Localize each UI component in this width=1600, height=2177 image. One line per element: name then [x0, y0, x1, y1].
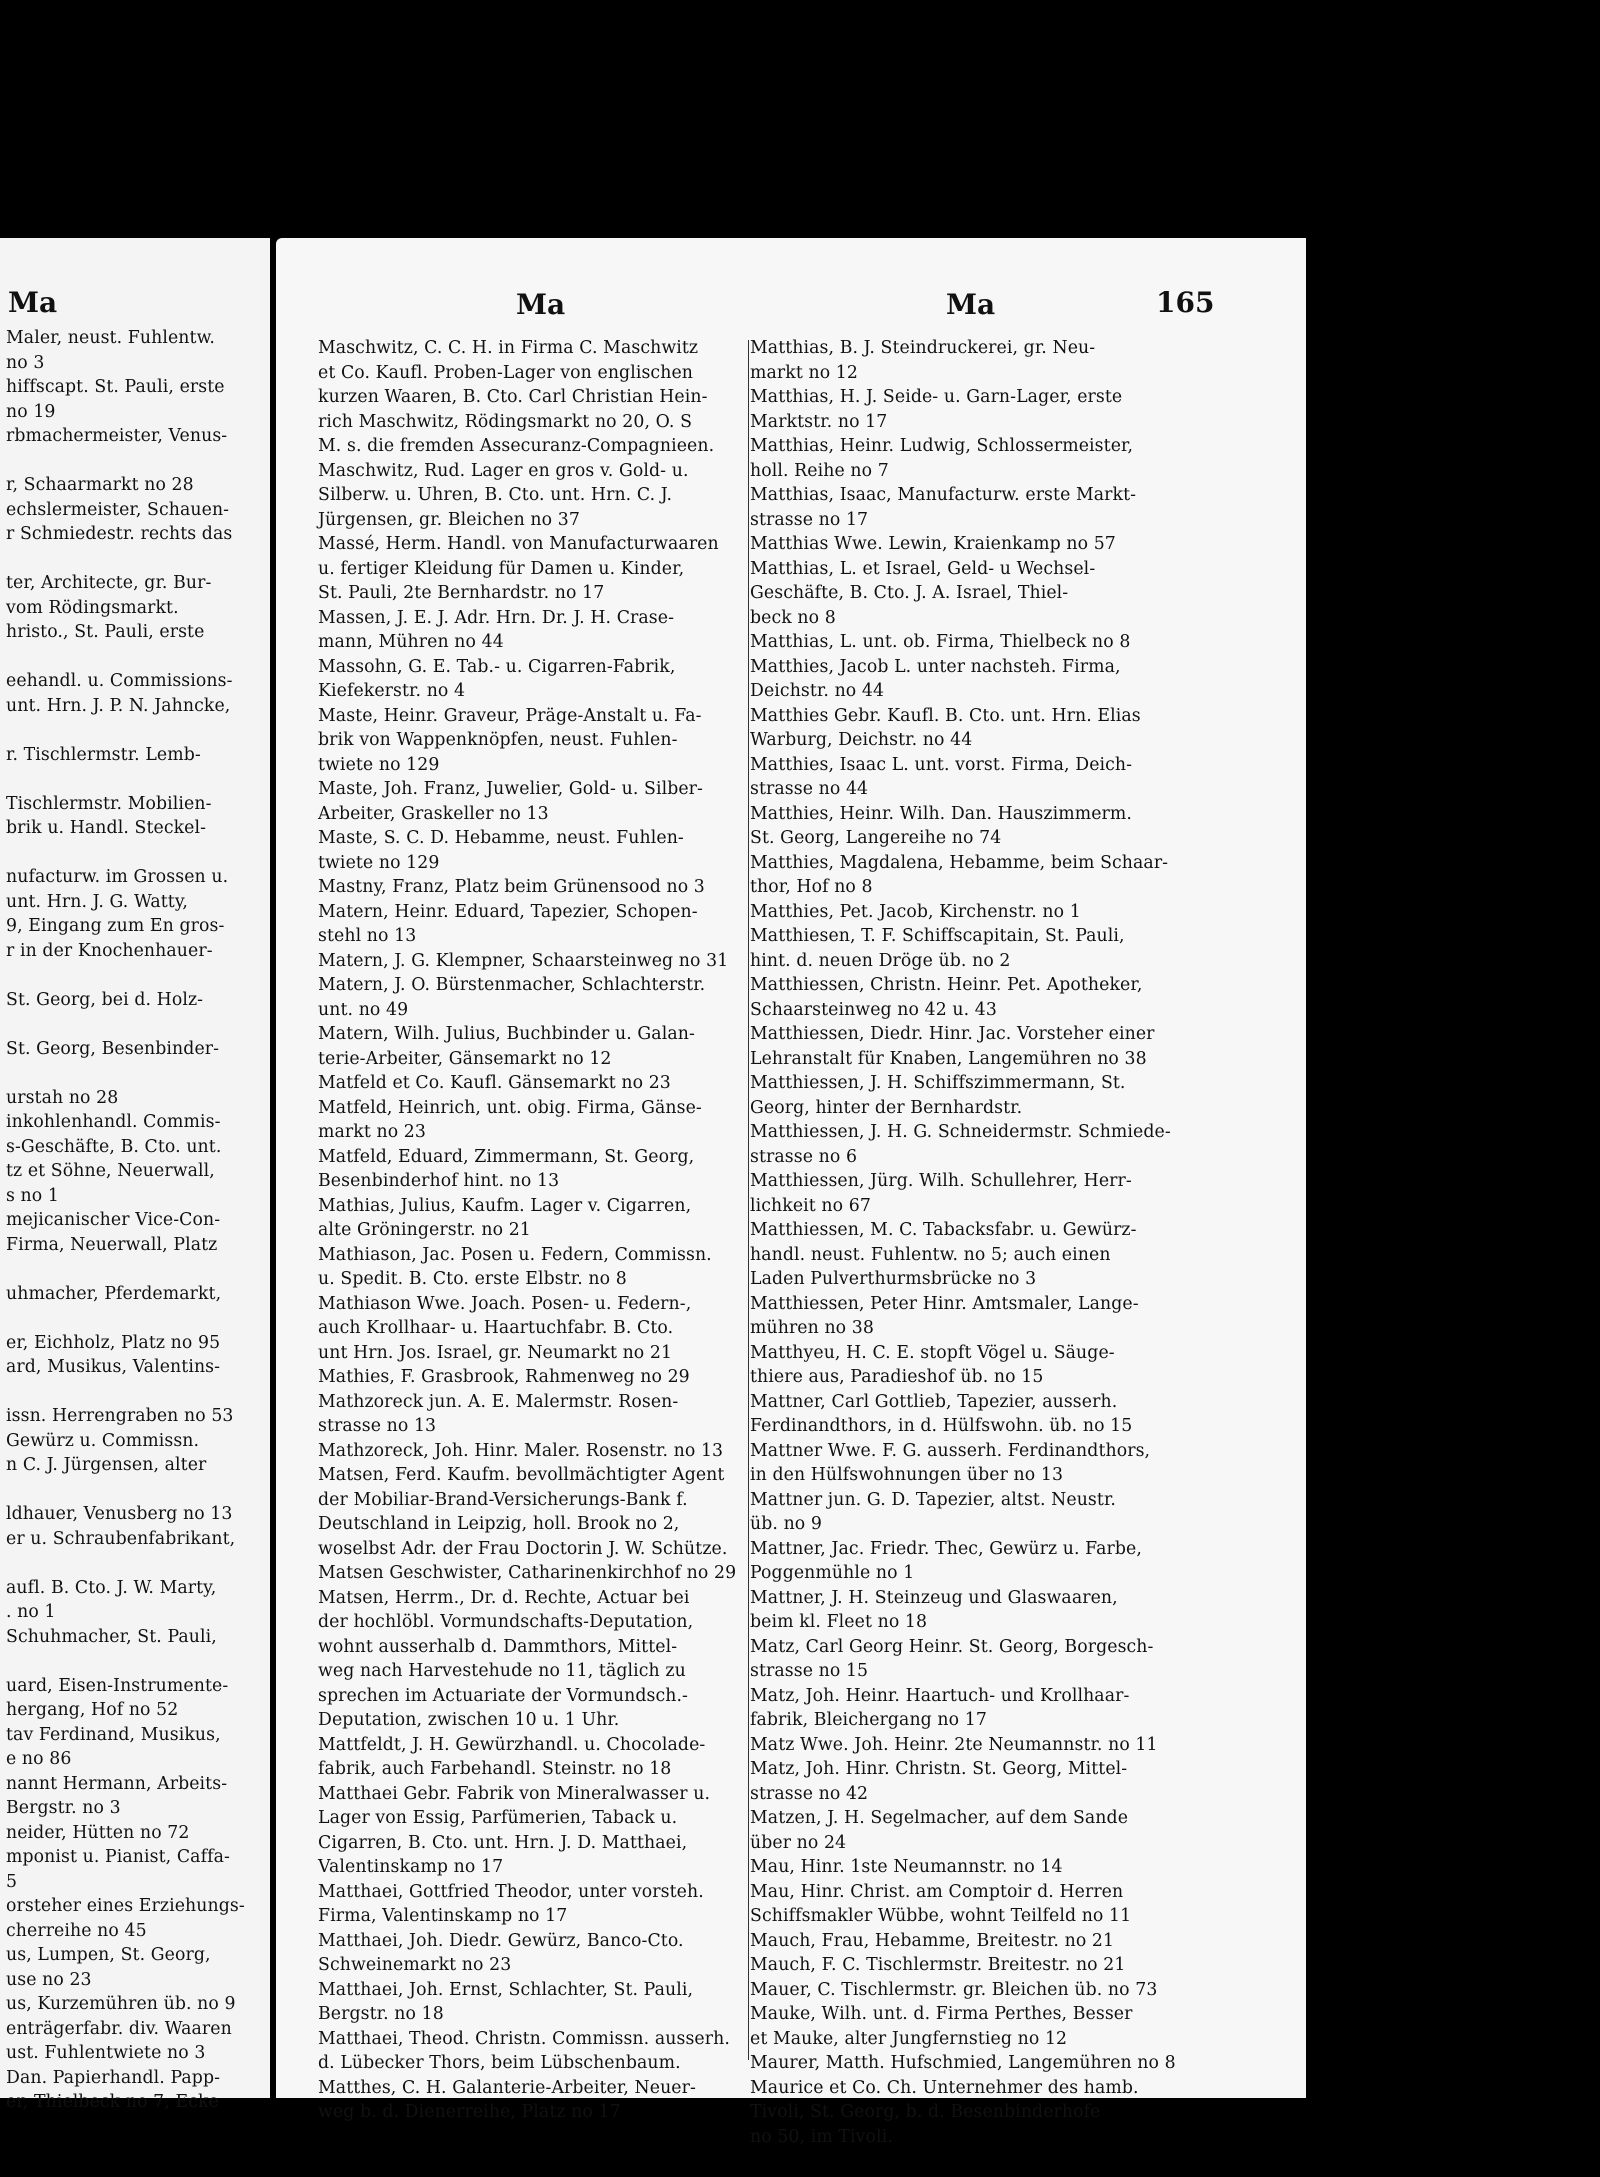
directory-entry-line: strasse no 17: [750, 509, 869, 530]
directory-entry-line: Mau, Hinr. Christ. am Comptoir d. Herren: [750, 1881, 1124, 1902]
directory-entry-line: Matthias, L. et Israel, Geld- u Wechsel-: [750, 558, 1096, 579]
directory-entry-line: Mauch, F. C. Tischlermstr. Breitestr. no 21: [750, 1955, 1126, 1975]
directory-entry-line: beck no 8: [750, 607, 836, 628]
directory-entry-line: [6, 449, 245, 474]
directory-entry-line: Firma, Valentinskamp no 17: [318, 1906, 568, 1926]
directory-entry-line: mühren no 38: [750, 1318, 874, 1338]
page-header-center: Ma: [946, 288, 996, 321]
directory-entry-line: Matthiesen, T. F. Schiffscapitain, St. Pauli,: [750, 926, 1125, 946]
directory-entry-line: s-Geschäfte, B. Cto. unt.: [6, 1136, 222, 1157]
directory-entry-line: ter, Architecte, gr. Bur-: [6, 573, 212, 593]
directory-entry-line: Mattner, Jac. Friedr. Thec, Gewürz u. Farbe,: [750, 1538, 1142, 1559]
directory-entry-line: mann, Mühren no 44: [318, 632, 504, 652]
directory-entry-line: twiete no 129: [318, 852, 440, 873]
directory-entry-line: Tivoli, St. Georg, b. d. Besenbinderhofe: [750, 2102, 1101, 2122]
directory-entry-line: . no 1: [6, 1602, 56, 1622]
directory-entry-line: 5: [6, 1871, 18, 1892]
directory-entry-line: hergang, Hof no 52: [6, 1700, 179, 1720]
directory-entry-line: Matthias, H. J. Seide- u. Garn-Lager, erste: [750, 387, 1123, 407]
directory-entry-line: echslermeister, Schauen-: [6, 499, 230, 520]
directory-entry-line: mejicanischer Vice-Con-: [6, 1210, 221, 1230]
directory-entry-line: markt no 23: [318, 1122, 426, 1142]
directory-entry-line: s no 1: [6, 1185, 59, 1206]
directory-entry-line: brik von Wappenknöpfen, neust. Fuhlen-: [318, 730, 678, 750]
directory-entry-line: us, Lumpen, St. Georg,: [6, 1945, 211, 1965]
directory-entry-line: twiete no 129: [318, 754, 440, 775]
directory-entry-line: St. Georg, bei d. Holz-: [6, 989, 204, 1010]
directory-entry-line: orsteher eines Erziehungs-: [6, 1896, 245, 1916]
directory-entry-line: Matfeld, Eduard, Zimmermann, St. Georg,: [318, 1146, 695, 1167]
directory-entry-line: Mattfeldt, J. H. Gewürzhandl. u. Chocolade-: [318, 1734, 706, 1755]
directory-entry-line: no 19: [6, 401, 56, 422]
directory-entry-line: Lager von Essig, Parfümerien, Taback u.: [318, 1808, 678, 1828]
directory-entry-line: Mathiason, Jac. Posen u. Federn, Commissn.: [318, 1244, 712, 1265]
directory-entry-line: Gewürz u. Commissn.: [6, 1430, 200, 1451]
directory-entry-line: Matthiessen, Peter Hinr. Amtsmaler, Lange-: [750, 1293, 1139, 1314]
directory-entry-line: Mattner, J. H. Steinzeug und Glaswaaren,: [750, 1587, 1118, 1608]
directory-entry-line: et Co. Kaufl. Proben-Lager von englischen: [318, 362, 693, 383]
directory-entry-line: Matthiessen, Christn. Heinr. Pet. Apotheker,: [750, 975, 1143, 995]
directory-entry-line: Matthiessen, Jürg. Wilh. Schullehrer, Herr-: [750, 1171, 1132, 1191]
directory-entry-line: über no 24: [750, 1832, 847, 1853]
page-number: 165: [1156, 286, 1215, 319]
directory-entry-line: terie-Arbeiter, Gänsemarkt no 12: [318, 1048, 612, 1069]
directory-entry-line: brik u. Handl. Steckel-: [6, 818, 207, 838]
directory-entry-line: r Schmiedestr. rechts das: [6, 524, 233, 544]
directory-entry-line: Poggenmühle no 1: [750, 1563, 915, 1583]
directory-entry-line: r, Schaarmarkt no 28: [6, 475, 194, 495]
directory-entry-line: Matzen, J. H. Segelmacher, auf dem Sande: [750, 1808, 1129, 1828]
directory-entry-line: Marktstr. no 17: [750, 411, 888, 432]
directory-entry-line: Cigarren, B. Cto. unt. Hrn. J. D. Matthaei,: [318, 1832, 688, 1853]
directory-entry-line: Mauch, Frau, Hebamme, Breitestr. no 21: [750, 1930, 1115, 1951]
directory-entry-line: strasse no 15: [750, 1661, 869, 1681]
directory-entry-line: unt. Hrn. J. P. N. Jahncke,: [6, 695, 231, 716]
directory-entry-line: ust. Fuhlentwiete no 3: [6, 2043, 206, 2063]
directory-column-2: [750, 336, 1180, 2149]
directory-entry-line: inkohlenhandl. Commis-: [6, 1112, 221, 1132]
directory-entry-line: [6, 1478, 245, 1503]
directory-entry-line: Warburg, Deichstr. no 44: [750, 730, 973, 750]
directory-entry-line: er, Eichholz, Platz no 95: [6, 1332, 221, 1353]
directory-entry-line: woselbst Adr. der Frau Doctorin J. W. Schütze.: [318, 1538, 728, 1559]
directory-entry-line: neider, Hütten no 72: [6, 1822, 190, 1843]
directory-entry-line: holl. Reihe no 7: [750, 460, 889, 481]
directory-entry-line: Tischlermstr. Mobilien-: [6, 793, 212, 814]
page-header-left: Ma: [516, 288, 566, 321]
directory-entry-line: hint. d. neuen Dröge üb. no 2: [750, 950, 1011, 971]
directory-entry-line: us, Kurzemühren üb. no 9: [6, 1994, 236, 2014]
directory-entry-line: Firma, Neuerwall, Platz: [6, 1234, 218, 1255]
directory-entry-line: rich Maschwitz, Rödingsmarkt no 20, O. S: [318, 411, 693, 432]
directory-entry-line: Matthiessen, M. C. Tabacksfabr. u. Gewürz-: [750, 1220, 1137, 1240]
directory-entry-line: Maschwitz, C. C. H. in Firma C. Maschwitz: [318, 338, 699, 358]
directory-entry-line: [6, 1649, 245, 1674]
left-page-entries: [6, 326, 245, 2115]
directory-entry-line: [6, 547, 245, 572]
directory-entry-line: u. Spedit. B. Cto. erste Elbstr. no 8: [318, 1269, 627, 1289]
directory-entry-line: Matern, Wilh. Julius, Buchbinder u. Galan-: [318, 1024, 695, 1044]
left-page-header: Ma: [8, 286, 58, 319]
directory-entry-line: Matsen, Herrm., Dr. d. Rechte, Actuar bei: [318, 1587, 690, 1608]
directory-entry-line: St. Georg, Langereihe no 74: [750, 828, 1002, 848]
directory-entry-line: nufacturw. im Grossen u.: [6, 867, 229, 887]
directory-entry-line: Mattner jun. G. D. Tapezier, altst. Neustr.: [750, 1489, 1117, 1510]
directory-entry-line: alte Gröningerstr. no 21: [318, 1220, 531, 1240]
directory-entry-line: Arbeiter, Graskeller no 13: [318, 803, 549, 824]
directory-entry-line: nannt Hermann, Arbeits-: [6, 1773, 228, 1794]
directory-entry-line: Schuhmacher, St. Pauli,: [6, 1626, 217, 1647]
directory-entry-line: Besenbinderhof hint. no 13: [318, 1171, 560, 1191]
directory-entry-line: Schweinemarkt no 23: [318, 1955, 512, 1975]
directory-entry-line: n C. J. Jürgensen, alter: [6, 1455, 207, 1475]
directory-entry-line: strasse no 42: [750, 1783, 869, 1804]
directory-entry-line: no 50, im Tivoli.: [750, 2126, 893, 2147]
directory-entry-line: no 3: [6, 352, 45, 373]
directory-entry-line: Matz, Carl Georg Heinr. St. Georg, Borgesch-: [750, 1636, 1154, 1657]
directory-entry-line: u. fertiger Kleidung für Damen u. Kinder,: [318, 558, 685, 579]
directory-entry-line: sprechen im Actuariate der Vormundsch.-: [318, 1685, 688, 1706]
directory-entry-line: St. Georg, Besenbinder-: [6, 1038, 220, 1059]
directory-entry-line: [6, 645, 245, 670]
directory-entry-line: Lehranstalt für Knaben, Langemühren no 38: [750, 1048, 1147, 1069]
directory-entry-line: Mathias, Julius, Kaufm. Lager v. Cigarren,: [318, 1195, 692, 1216]
directory-entry-line: r in der Knochenhauer-: [6, 940, 213, 961]
directory-entry-line: strasse no 44: [750, 779, 869, 799]
directory-entry-line: Matthaei, Theod. Christn. Commissn. ausserh.: [318, 2028, 730, 2049]
directory-entry-line: [6, 1061, 245, 1086]
directory-entry-line: e no 86: [6, 1749, 72, 1769]
directory-entry-line: Laden Pulverthurmsbrücke no 3: [750, 1269, 1037, 1289]
directory-entry-line: unt. no 49: [318, 999, 409, 1020]
directory-entry-line: strasse no 13: [318, 1416, 437, 1436]
directory-entry-line: Matthias, Isaac, Manufacturw. erste Markt-: [750, 485, 1137, 505]
directory-entry-line: thor, Hof no 8: [750, 877, 873, 897]
directory-entry-line: Matthaei Gebr. Fabrik von Mineralwasser u.: [318, 1783, 711, 1804]
directory-entry-line: weg nach Harvestehude no 11, täglich zu: [318, 1661, 686, 1681]
directory-entry-line: Matthaei, Joh. Ernst, Schlachter, St. Pauli,: [318, 1979, 694, 2000]
directory-entry-line: Deputation, zwischen 10 u. 1 Uhr.: [318, 1710, 620, 1730]
directory-entry-line: Maste, S. C. D. Hebamme, neust. Fuhlen-: [318, 828, 684, 848]
directory-entry-line: Maler, neust. Fuhlentw.: [6, 328, 215, 348]
directory-entry-line: Kiefekerstr. no 4: [318, 681, 466, 701]
directory-entry-line: Matz Wwe. Joh. Heinr. 2te Neumannstr. no 11: [750, 1734, 1158, 1755]
directory-entry-line: enträgerfabr. div. Waaren: [6, 2018, 232, 2039]
directory-entry-line: Maurer, Matth. Hufschmied, Langemühren no 8: [750, 2053, 1176, 2073]
directory-entry-line: Matern, J. O. Bürstenmacher, Schlachterstr.: [318, 975, 706, 995]
directory-entry-line: Mattner Wwe. F. G. ausserh. Ferdinandthors,: [750, 1440, 1151, 1461]
directory-entry-line: Matthiessen, J. H. G. Schneidermstr. Schmiede-: [750, 1122, 1171, 1142]
directory-entry-line: Schaarsteinweg no 42 u. 43: [750, 999, 998, 1020]
directory-entry-line: Matthies, Magdalena, Hebamme, beim Schaar-: [750, 852, 1169, 873]
directory-entry-line: Matsen, Ferd. Kaufm. bevollmächtigter Agent: [318, 1465, 725, 1485]
directory-entry-line: Schiffsmakler Wübbe, wohnt Teilfeld no 11: [750, 1906, 1132, 1926]
directory-entry-line: in den Hülfswohnungen über no 13: [750, 1465, 1064, 1485]
directory-entry-line: Georg, hinter der Bernhardstr.: [750, 1097, 1023, 1118]
directory-entry-line: Mauer, C. Tischlermstr. gr. Bleichen üb. no 73: [750, 1979, 1158, 2000]
directory-entry-line: der Mobiliar-Brand-Versicherungs-Bank f.: [318, 1489, 688, 1510]
directory-entry-line: [6, 718, 245, 743]
directory-entry-line: Matthies, Jacob L. unter nachsteh. Firma,: [750, 656, 1121, 677]
directory-entry-line: Maschwitz, Rud. Lager en gros v. Gold- u.: [318, 460, 689, 481]
directory-entry-line: Matfeld et Co. Kaufl. Gänsemarkt no 23: [318, 1073, 671, 1093]
directory-entry-line: urstah no 28: [6, 1087, 119, 1108]
directory-entry-line: Matsen Geschwister, Catharinenkirchhof no 29: [318, 1563, 737, 1583]
directory-entry-line: weg b. d. Dienerreihe, Platz no 17: [318, 2102, 621, 2122]
directory-entry-line: er u. Schraubenfabrikant,: [6, 1528, 236, 1549]
directory-entry-line: Matthias, L. unt. ob. Firma, Thielbeck no 8: [750, 632, 1131, 652]
directory-entry-line: Maste, Heinr. Graveur, Präge-Anstalt u. Fa-: [318, 705, 702, 726]
directory-entry-line: er, Thielbeck no 7, Ecke: [6, 2092, 219, 2112]
directory-entry-line: eehandl. u. Commissions-: [6, 671, 233, 691]
directory-entry-line: Mau, Hinr. 1ste Neumannstr. no 14: [750, 1857, 1063, 1877]
directory-entry-line: [6, 1380, 245, 1405]
directory-entry-line: Matern, Heinr. Eduard, Tapezier, Schopen-: [318, 901, 698, 922]
directory-entry-line: r. Tischlermstr. Lemb-: [6, 744, 201, 765]
directory-entry-line: stehl no 13: [318, 926, 417, 946]
directory-entry-line: uhmacher, Pferdemarkt,: [6, 1283, 222, 1304]
directory-column-1: [318, 336, 758, 2125]
directory-entry-line: Matern, J. G. Klempner, Schaarsteinweg no 31: [318, 950, 729, 971]
directory-entry-line: thiere aus, Paradieshof üb. no 15: [750, 1367, 1044, 1387]
directory-entry-line: Maurice et Co. Ch. Unternehmer des hamb.: [750, 2077, 1139, 2098]
directory-entry-line: der hochlöbl. Vormundschafts-Deputation,: [318, 1612, 694, 1632]
directory-entry-line: kurzen Waaren, B. Cto. Carl Christian Hein-: [318, 387, 708, 407]
directory-entry-line: unt Hrn. Jos. Israel, gr. Neumarkt no 21: [318, 1342, 673, 1363]
directory-entry-line: [6, 1012, 245, 1037]
directory-entry-line: fabrik, auch Farbehandl. Steinstr. no 18: [318, 1759, 672, 1779]
directory-entry-line: Matthias, Heinr. Ludwig, Schlossermeister,: [750, 436, 1134, 456]
directory-entry-line: Mathzoreck, Joh. Hinr. Maler. Rosenstr. no 13: [318, 1440, 724, 1461]
directory-entry-line: Matthyeu, H. C. E. stopft Vögel u. Säuge-: [750, 1342, 1115, 1363]
directory-entry-line: Matthaei, Joh. Diedr. Gewürz, Banco-Cto.: [318, 1930, 684, 1951]
directory-entry-line: strasse no 6: [750, 1146, 858, 1167]
directory-entry-line: hristo., St. Pauli, erste: [6, 622, 205, 642]
directory-entry-line: Matthies, Pet. Jacob, Kirchenstr. no 1: [750, 901, 1081, 922]
directory-entry-line: Matz, Joh. Hinr. Christn. St. Georg, Mittel-: [750, 1759, 1128, 1779]
directory-entry-line: [6, 1257, 245, 1282]
directory-entry-line: cherreihe no 45: [6, 1920, 147, 1941]
directory-entry-line: Massohn, G. E. Tab.- u. Cigarren-Fabrik,: [318, 656, 676, 677]
left-page: [0, 238, 270, 2112]
directory-entry-line: Matthies, Heinr. Wilh. Dan. Hauszimmerm.: [750, 803, 1132, 824]
directory-entry-line: Silberw. u. Uhren, B. Cto. unt. Hrn. C. J.: [318, 485, 673, 505]
directory-entry-line: aufl. B. Cto. J. W. Marty,: [6, 1577, 217, 1598]
directory-entry-line: [6, 841, 245, 866]
directory-entry-line: beim kl. Fleet no 18: [750, 1612, 928, 1632]
directory-entry-line: vom Rödingsmarkt.: [6, 597, 179, 618]
directory-entry-line: Ferdinandthors, in d. Hülfswohn. üb. no 15: [750, 1416, 1133, 1436]
directory-entry-line: Matthies, Isaac L. unt. vorst. Firma, Deich-: [750, 754, 1133, 775]
directory-entry-line: lichkeit no 67: [750, 1195, 871, 1216]
directory-entry-line: et Mauke, alter Jungfernstieg no 12: [750, 2028, 1068, 2049]
directory-entry-line: use no 23: [6, 1969, 92, 1990]
directory-entry-line: Matthies Gebr. Kaufl. B. Cto. unt. Hrn. Elias: [750, 705, 1141, 726]
directory-entry-line: Matthias, B. J. Steindruckerei, gr. Neu-: [750, 338, 1096, 358]
directory-entry-line: St. Pauli, 2te Bernhardstr. no 17: [318, 583, 605, 603]
directory-entry-line: Matfeld, Heinrich, unt. obig. Firma, Gänse-: [318, 1097, 702, 1118]
directory-entry-line: Matthias Wwe. Lewin, Kraienkamp no 57: [750, 534, 1116, 554]
directory-entry-line: Bergstr. no 3: [6, 1798, 121, 1818]
directory-entry-line: Bergstr. no 18: [318, 2004, 444, 2024]
directory-entry-line: üb. no 9: [750, 1514, 823, 1534]
directory-entry-line: uard, Eisen-Instrumente-: [6, 1675, 229, 1696]
directory-entry-line: Deichstr. no 44: [750, 681, 885, 701]
directory-entry-line: auch Krollhaar- u. Haartuchfabr. B. Cto.: [318, 1318, 674, 1338]
directory-entry-line: [6, 963, 245, 988]
directory-entry-line: Matthiessen, J. H. Schiffszimmermann, St.: [750, 1073, 1126, 1093]
directory-entry-line: Deutschland in Leipzig, holl. Brook no 2,: [318, 1514, 680, 1534]
directory-entry-line: Mattner, Carl Gottlieb, Tapezier, ausserh.: [750, 1391, 1118, 1412]
directory-entry-line: ldhauer, Venusberg no 13: [6, 1504, 233, 1524]
directory-entry-line: Mathies, F. Grasbrook, Rahmenweg no 29: [318, 1367, 690, 1387]
directory-entry-line: rbmachermeister, Venus-: [6, 426, 228, 446]
directory-entry-line: Mathiason Wwe. Joach. Posen- u. Federn-,: [318, 1293, 692, 1314]
right-page: [276, 238, 1306, 2147]
directory-entry-line: issn. Herrengraben no 53: [6, 1406, 234, 1426]
directory-entry-line: Mathzoreck jun. A. E. Malermstr. Rosen-: [318, 1391, 679, 1412]
directory-entry-line: Mauke, Wilh. unt. d. Firma Perthes, Besser: [750, 2004, 1133, 2024]
directory-entry-line: 9, Eingang zum En gros-: [6, 916, 225, 936]
directory-entry-line: Valentinskamp no 17: [318, 1857, 504, 1877]
directory-entry-line: unt. Hrn. J. G. Watty,: [6, 891, 188, 912]
directory-entry-line: tav Ferdinand, Musikus,: [6, 1724, 221, 1745]
directory-entry-line: M. s. die fremden Assecuranz-Compagnieen.: [318, 436, 715, 456]
directory-entry-line: markt no 12: [750, 362, 858, 383]
directory-entry-line: Mastny, Franz, Platz beim Grünensood no 3: [318, 877, 705, 897]
directory-entry-line: d. Lübecker Thors, beim Lübschenbaum.: [318, 2053, 681, 2073]
directory-entry-line: Matthaei, Gottfried Theodor, unter vorsteh.: [318, 1881, 704, 1902]
directory-entry-line: Matthiessen, Diedr. Hinr. Jac. Vorsteher einer: [750, 1024, 1155, 1044]
directory-entry-line: [6, 1306, 245, 1331]
directory-entry-line: Jürgensen, gr. Bleichen no 37: [318, 509, 580, 530]
directory-entry-line: Maste, Joh. Franz, Juwelier, Gold- u. Silber-: [318, 779, 703, 799]
directory-entry-line: mponist u. Pianist, Caffa-: [6, 1847, 230, 1867]
directory-entry-line: Matthes, C. H. Galanterie-Arbeiter, Neuer-: [318, 2077, 696, 2098]
directory-entry-line: wohnt ausserhalb d. Dammthors, Mittel-: [318, 1636, 678, 1657]
directory-entry-line: Geschäfte, B. Cto. J. A. Israel, Thiel-: [750, 583, 1069, 603]
directory-entry-line: [6, 767, 245, 792]
directory-entry-line: [6, 1551, 245, 1576]
directory-entry-line: Massen, J. E. J. Adr. Hrn. Dr. J. H. Crase-: [318, 607, 675, 628]
directory-entry-line: Massé, Herm. Handl. von Manufacturwaaren: [318, 534, 719, 554]
directory-entry-line: fabrik, Bleichergang no 17: [750, 1710, 987, 1730]
directory-entry-line: hiffscapt. St. Pauli, erste: [6, 377, 225, 397]
directory-entry-line: Dan. Papierhandl. Papp-: [6, 2067, 221, 2088]
directory-entry-line: tz et Söhne, Neuerwall,: [6, 1161, 215, 1181]
directory-entry-line: handl. neust. Fuhlentw. no 5; auch einen: [750, 1244, 1111, 1265]
directory-entry-line: ard, Musikus, Valentins-: [6, 1357, 221, 1377]
directory-entry-line: Matz, Joh. Heinr. Haartuch- und Krollhaar-: [750, 1685, 1130, 1706]
